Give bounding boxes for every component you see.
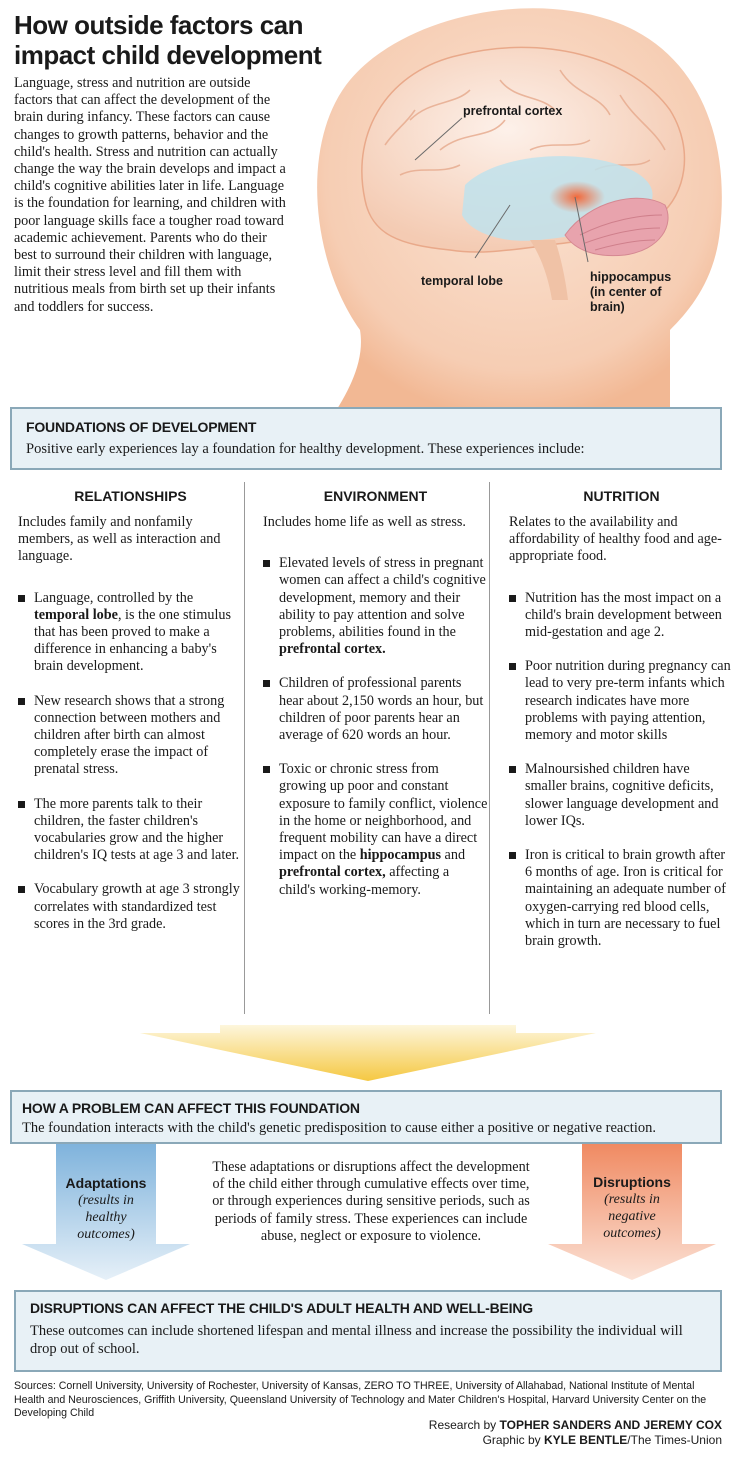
column-heading: NUTRITION bbox=[583, 488, 660, 504]
credits bbox=[429, 1418, 722, 1448]
bullet-icon bbox=[18, 698, 25, 705]
problem-text: The foundation interacts with the child's genetic predisposition to cause either a positive or negative reaction. bbox=[22, 1120, 656, 1136]
adaptation-disruption-text: These adaptations or disruptions affect the development of the child either through cumulative effects over time, or through experiences during sensitive periods, such as periods of family stress. These experiences can include abuse, neglect or exposure to violence. bbox=[212, 1159, 530, 1244]
bullet-icon bbox=[509, 852, 516, 859]
adaptations-title: Adaptations bbox=[65, 1175, 147, 1191]
list-item: Malnoursished children have smaller brains, cognitive deficits, slower language development and lower IQs. bbox=[509, 761, 734, 830]
bullet-icon bbox=[18, 595, 25, 602]
adult-health-text: These outcomes can include shortened lifespan and mental illness and increase the possibility the individual will drop out of school. bbox=[30, 1323, 683, 1357]
adaptations-label bbox=[46, 1175, 166, 1243]
problem-heading: HOW A PROBLEM CAN AFFECT THIS FOUNDATION bbox=[22, 1100, 360, 1116]
column-intro: Relates to the availability and affordability of healthy food and age-appropriate food. bbox=[509, 514, 722, 565]
column-intro: Includes family and nonfamily members, as well as interaction and language. bbox=[18, 514, 221, 565]
page-title: How outside factors can impact child development bbox=[14, 10, 322, 70]
bullet-icon bbox=[18, 801, 25, 808]
bullet-icon bbox=[18, 886, 25, 893]
list-item: Iron is critical to brain growth after 6 months of age. Iron is critical for maintaining an adequate number of oxygen-carrying red blood cells, which in turn are necessary to fuel brain growth. bbox=[509, 847, 734, 950]
column-divider bbox=[489, 482, 490, 1014]
adult-health-heading: DISRUPTIONS CAN AFFECT THE CHILD'S ADULT HEALTH AND WELL-BEING bbox=[30, 1300, 533, 1316]
foundations-heading: FOUNDATIONS OF DEVELOPMENT bbox=[26, 419, 257, 435]
column-heading: RELATIONSHIPS bbox=[74, 488, 187, 504]
bullet-icon bbox=[263, 680, 270, 687]
column-nutrition bbox=[509, 488, 734, 967]
bullet-icon bbox=[509, 766, 516, 773]
head-brain-graphic bbox=[290, 0, 736, 420]
list-item: Children of professional parents hear about 2,150 words an hour, but children of poor parents hear an average of 620 words an hour. bbox=[263, 675, 488, 744]
intro-paragraph: Language, stress and nutrition are outside factors that can affect the development of the brain during infancy. These factors can cause changes to growth patterns, behavior and the child's health. Stress and nutrition can actually change the way the brain develops and impact a child's cognitive abilities later in life. Language is the foundation for learning, and children with poor language skills face a tougher road toward academic achievement. Parents who do their best to surround their children with language, limit their stress level and fill them with nutritious meals from birth set up their infants and toddlers for success. bbox=[14, 75, 286, 315]
bullet-icon bbox=[509, 663, 516, 670]
label-hippocampus: hippocampus (in center of brain) bbox=[590, 270, 672, 314]
adult-health-box bbox=[14, 1290, 722, 1372]
column-heading: ENVIRONMENT bbox=[323, 488, 428, 504]
problem-box bbox=[10, 1090, 722, 1144]
list-item: Elevated levels of stress in pregnant women can affect a child's cognitive development, memory and their ability to pay attention and solve problems, abilities found in the prefrontal cortex. bbox=[263, 555, 488, 658]
down-arrow-icon bbox=[140, 1025, 596, 1081]
column-relationships bbox=[18, 488, 243, 950]
column-divider bbox=[244, 482, 245, 1014]
brain-illustration bbox=[290, 0, 736, 420]
column-environment bbox=[263, 488, 488, 916]
label-prefrontal-cortex: prefrontal cortex bbox=[463, 104, 563, 118]
foundations-text: Positive early experiences lay a foundation for healthy development. These experiences include: bbox=[26, 441, 585, 457]
list-item: New research shows that a strong connection between mothers and children after birth can almost completely erase the impact of prenatal stress. bbox=[18, 693, 243, 779]
list-item: Toxic or chronic stress from growing up poor and constant exposure to family conflict, violence in the home or neighborhood, and frequent mobility can have a direct impact on the hippocampus and prefrontal cortex, affecting a child's working-memory. bbox=[263, 761, 488, 899]
bullet-icon bbox=[509, 595, 516, 602]
list-item: Poor nutrition during pregnancy can lead to very pre-term infants which research indicates have more problems with paying attention, memory and motor skills bbox=[509, 658, 734, 744]
list-item: Vocabulary growth at age 3 strongly correlates with standardized test scores in the 3rd grade. bbox=[18, 881, 243, 933]
disruptions-label bbox=[572, 1174, 692, 1242]
foundations-box bbox=[10, 407, 722, 470]
list-item: The more parents talk to their children, the faster children's vocabularies grow and the higher children's IQ tests at age 3 and later. bbox=[18, 796, 243, 865]
disruptions-subtitle: (results in negative outcomes) bbox=[603, 1192, 661, 1241]
column-intro: Includes home life as well as stress. bbox=[263, 514, 466, 530]
bullet-icon bbox=[263, 766, 270, 773]
research-credit: Research by TOPHER SANDERS AND JEREMY COX bbox=[428, 1418, 722, 1432]
label-temporal-lobe: temporal lobe bbox=[421, 274, 503, 288]
graphic-credit: Graphic by KYLE BENTLE/The Times-Union bbox=[482, 1433, 722, 1447]
list-item: Nutrition has the most impact on a child's brain development between mid-gestation and age 2. bbox=[509, 590, 734, 642]
sources-text: Sources: Cornell University, University of Rochester, University of Kansas, ZERO TO THREE, University of Allahabad, National Institute of Mental Health and Neurosciences, Griffith University, Queensland University of Technology and Mater Children's Hospital, Harvard University Center on the Developing Child bbox=[14, 1380, 707, 1419]
bullet-icon bbox=[263, 560, 270, 567]
list-item: Language, controlled by the temporal lobe, is the one stimulus that has been proved to make a difference in enhancing a baby's brain development. bbox=[18, 590, 243, 676]
adaptations-subtitle: (results in healthy outcomes) bbox=[77, 1193, 135, 1242]
disruptions-title: Disruptions bbox=[593, 1174, 671, 1190]
